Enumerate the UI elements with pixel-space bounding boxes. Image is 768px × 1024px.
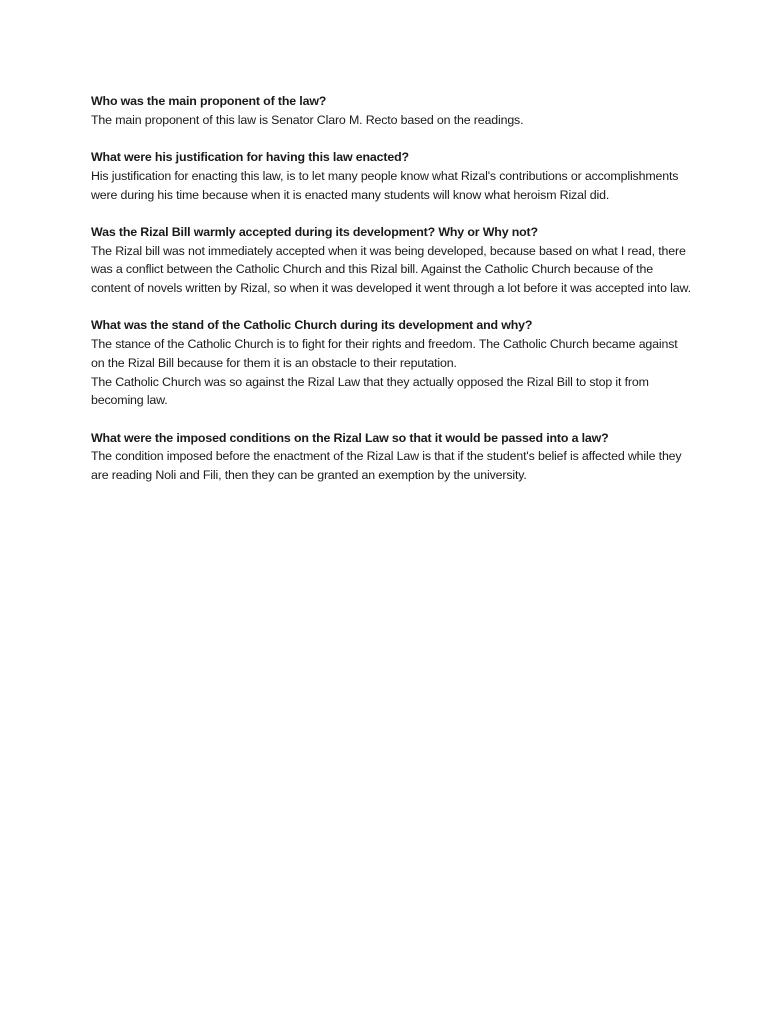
question-text: What was the stand of the Catholic Church during its development and why? [91, 318, 533, 333]
answer-text: The stance of the Catholic Church is to fight for their rights and freedom. The Catholic Church became against on the Rizal Bill because for them it is an obstacle to their reputation. [91, 337, 678, 370]
document-body [91, 92, 691, 503]
answer-text: The Rizal bill was not immediately accepted when it was being developed, because based on what I read, there was a conflict between the Catholic Church and this Rizal bill. Against the Catholic Church because of the content of novels written by Rizal, so when it was developed it went through a lot before it was accepted into law. [91, 243, 691, 295]
answer-text: The main proponent of this law is Senator Claro M. Recto based on the readings. [91, 112, 524, 127]
answer-text: His justification for enacting this law, is to let many people know what Rizal's contributions or accomplishments were during his time because when it is enacted many students will know what heroism Rizal did. [91, 168, 679, 202]
qa-section [91, 92, 691, 129]
question-text: Was the Rizal Bill warmly accepted during its development? Why or Why not? [91, 224, 538, 239]
qa-section [91, 429, 691, 485]
question-text: What were the imposed conditions on the Rizal Law so that it would be passed into a law? [91, 430, 609, 445]
answer-text: The condition imposed before the enactment of the Rizal Law is that if the student's belief is affected while they are reading Noli and Fili, then they can be granted an exemption by the university. [91, 449, 682, 482]
qa-section [91, 316, 691, 410]
qa-section [91, 148, 691, 204]
answer-text: The Catholic Church was so against the Rizal Law that they actually opposed the Rizal Bill to stop it from becoming law. [91, 374, 649, 408]
question-text: What were his justification for having this law enacted? [91, 150, 409, 165]
qa-section [91, 223, 691, 298]
question-text: Who was the main proponent of the law? [91, 94, 327, 108]
